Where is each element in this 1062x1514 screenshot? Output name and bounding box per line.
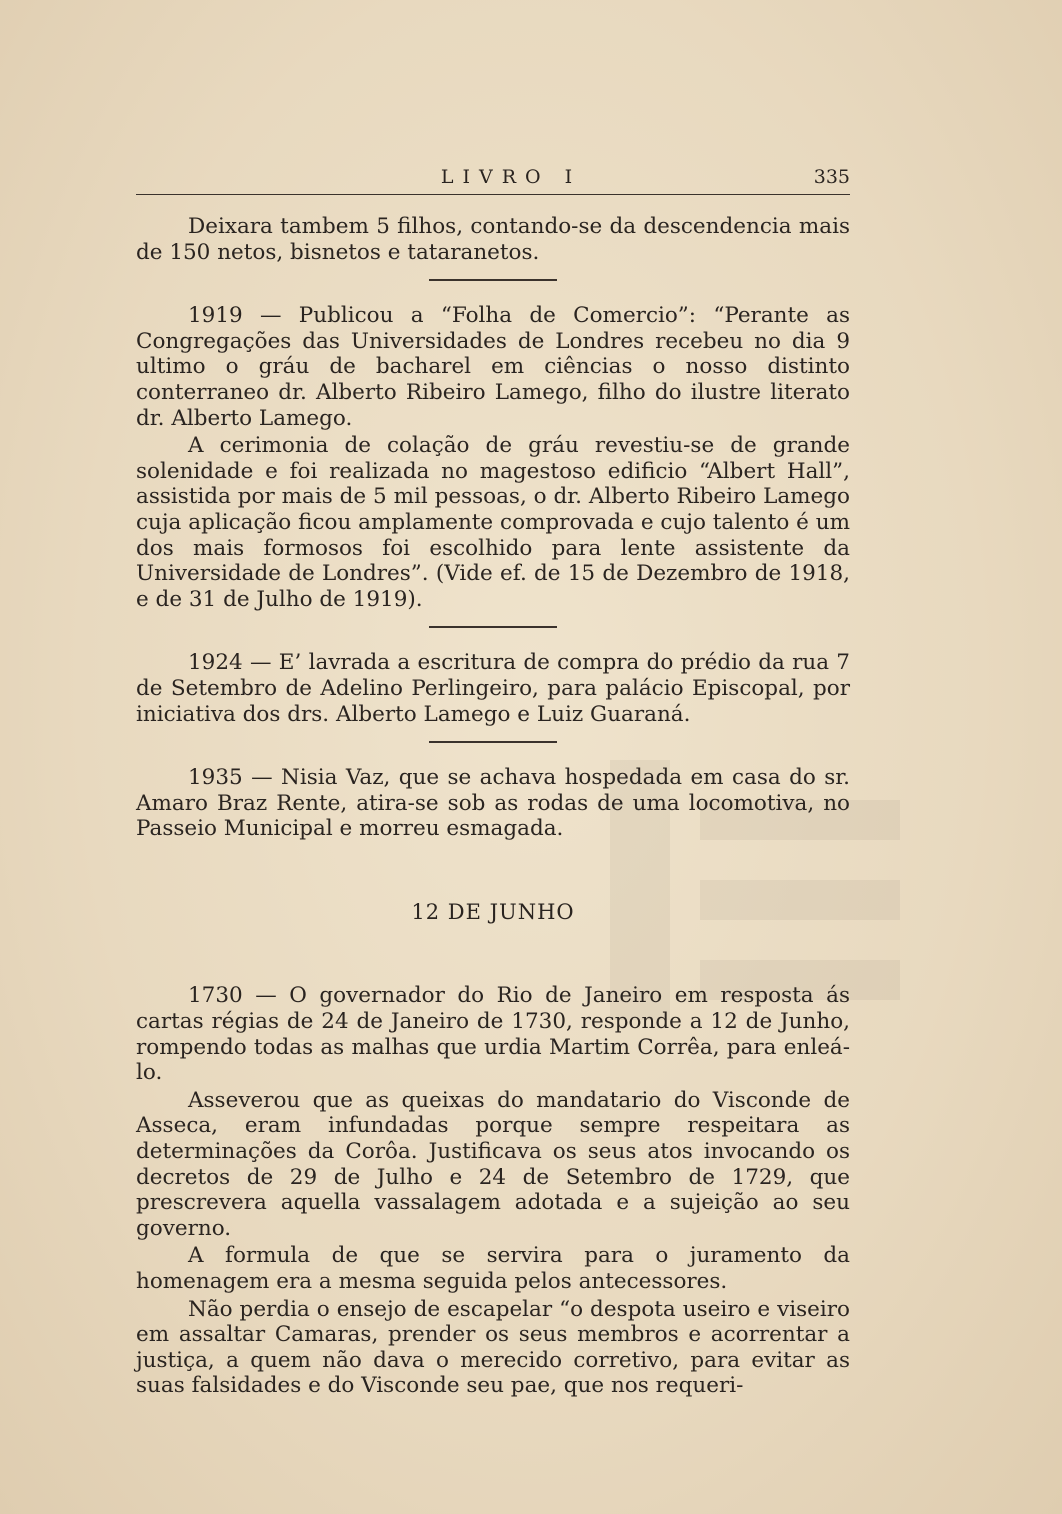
section-separator: [429, 279, 557, 281]
running-title: LIVRO I: [440, 166, 582, 188]
paragraph-despota: Não perdia o ensejo de escapelar “o despota useiro e viseiro em assaltar Camaras, prender os seus membros e acorrentar a justiça, a quem não dava o merecido corretivo, para evitar as suas falsidades e do Visconde seu pae, que nos requeri-: [136, 1296, 850, 1399]
paragraph-descendants: Deixara tambem 5 filhos, contando-se da descendencia mais de 150 netos, bisnetos e tataranetos.: [136, 214, 850, 265]
entry-1935: 1935 — Nisia Vaz, que se achava hospedada em casa do sr. Amaro Braz Rente, atira-se sob as rodas de uma locomotiva, no Passeio Municipal e morreu esmagada.: [136, 765, 850, 842]
paragraph-asseca: Asseverou que as queixas do mandatario do Visconde de Asseca, eram infundadas porque sempre respeitara as determinações da Corôa. Justificava os seus atos invocando os decretos de 29 de Julho e 24 de Setembro de 1729, que prescrevera aquella vassalagem adotada e a sujeição ao seu governo.: [136, 1087, 850, 1241]
section-heading-date: 12 DE JUNHO: [411, 899, 575, 924]
entry-1730: 1730 — O governador do Rio de Janeiro em resposta ás cartas régias de 24 de Janeiro de 1730, responde a 12 de Junho, rompendo todas as malhas que urdia Martim Corrêa, para enleá-lo.: [136, 983, 850, 1086]
page-body: [136, 214, 850, 1399]
entry-1919: 1919 — Publicou a “Folha de Comercio”: “Perante as Congregações das Universidades de Londres recebeu no dia 9 ultimo o gráu de bacharel em ciências o nosso distinto conterraneo dr. Alberto Ribeiro Lamego, filho do ilustre literato dr. Alberto Lamego.: [136, 303, 850, 431]
section-separator: [429, 626, 557, 628]
entry-1924: 1924 — E’ lavrada a escritura de compra do prédio da rua 7 de Setembro de Adelino Perlingeiro, para palácio Episcopal, por iniciativa dos drs. Alberto Lamego e Luiz Guaraná.: [136, 650, 850, 727]
paragraph-ceremony: A cerimonia de colação de gráu revestiu-se de grande solenidade e foi realizada no magestoso edificio “Albert Hall”, assistida por mais de 5 mil pessoas, o dr. Alberto Ribeiro Lamego cuja aplicação ficou amplamente comprovada e cujo talento é um dos mais formosos foi escolhido para lente assistente da Universidade de Londres”. (Vide ef. de 15 de Dezembro de 1918, e de 31 de Julho de 1919).: [136, 433, 850, 612]
page-number: 335: [813, 166, 850, 188]
header-rule: [136, 194, 850, 195]
page-header: [136, 166, 850, 192]
paragraph-formula: A formula de que se servira para o juramento da homenagem era a mesma seguida pelos antecessores.: [136, 1243, 850, 1294]
section-separator: [429, 741, 557, 743]
